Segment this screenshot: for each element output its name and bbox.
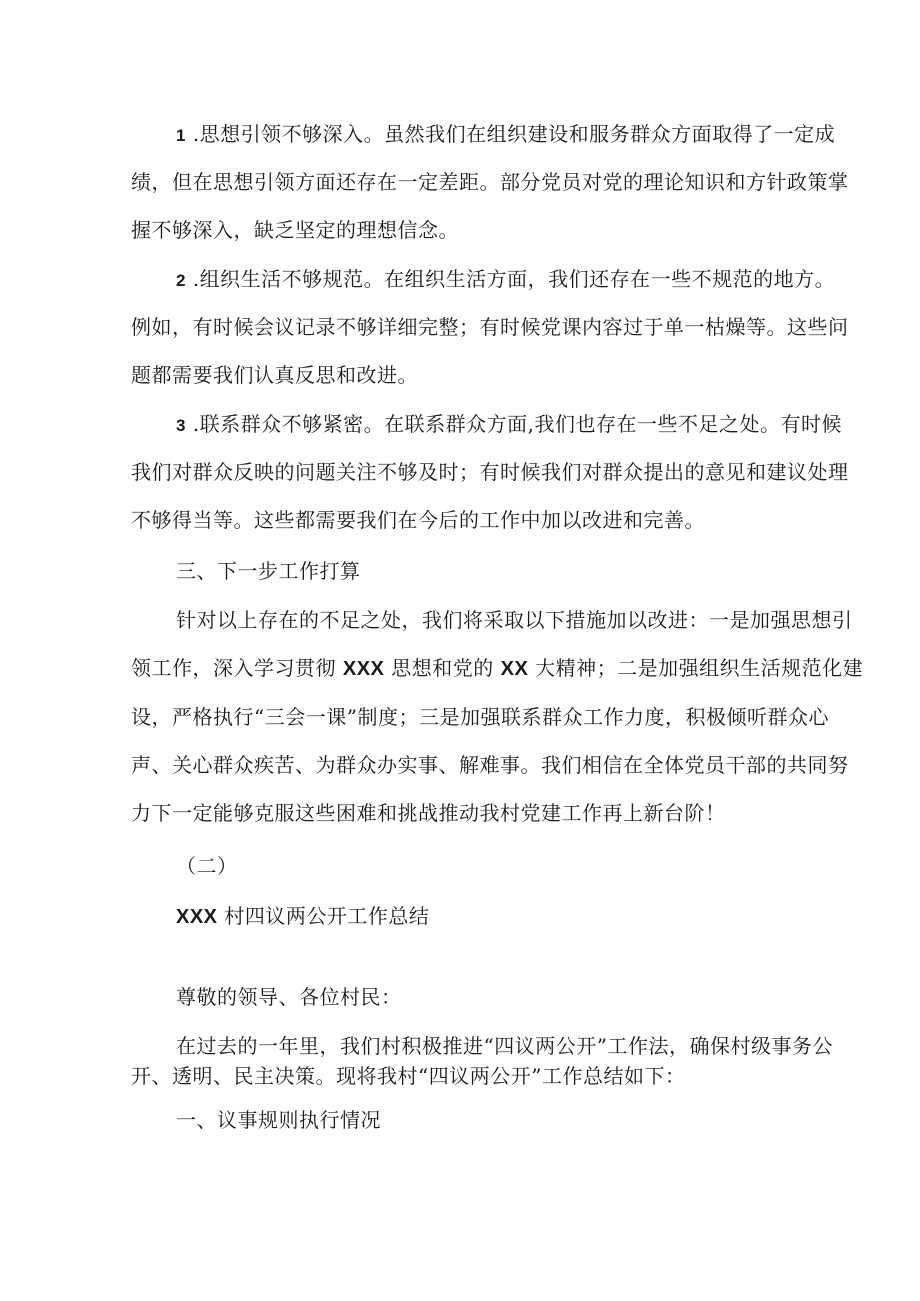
- paragraph-2-line-1: [176, 266, 835, 294]
- item-number: 2: [176, 271, 186, 290]
- part-label: （二）: [176, 854, 238, 878]
- paragraph-3-line-2: 我们对群众反映的问题关注不够及时；有时候我们对群众提出的意见和建议处理: [131, 460, 849, 484]
- paragraph-text: .组织生活不够规范。在组织生活方面，我们还存在一些不规范的地方。: [185, 267, 836, 291]
- paragraph-text: .思想引领不够深入。虽然我们在组织建设和服务群众方面取得了一定成: [185, 122, 836, 146]
- placeholder-text: XXX: [342, 658, 385, 680]
- placeholder-text: XX: [500, 658, 529, 680]
- item-number: 1: [176, 126, 186, 145]
- paragraph-3-line-3: 不够得当等。这些都需要我们在今后的工作中加以改进和完善。: [131, 508, 705, 532]
- text-segment: 领工作，深入学习贯彻: [131, 656, 343, 680]
- paragraph-4-line-2: [131, 655, 863, 682]
- paragraph-4-line-1: 针对以上存在的不足之处，我们将采取以下措施加以改进：一是加强思想引: [176, 608, 853, 632]
- paragraph-1-line-3: 握不够深入，缺乏坚定的理想信念。: [131, 218, 459, 242]
- paragraph-1-line-1: [176, 121, 835, 149]
- paragraph-4-line-4: 声、关心群众疾苦、为群众办实事、解难事。我们相信在全体党员干部的共同努: [131, 753, 849, 777]
- greeting: 尊敬的领导、各位村民：: [176, 985, 402, 1009]
- text-segment: 思想和党的: [384, 656, 501, 680]
- document-title: [176, 903, 429, 930]
- paragraph-3-line-1: [176, 411, 842, 439]
- paragraph-4-line-3: 设，严格执行“三会一课”制度；三是加强联系群众工作力度，积极倾听群众心: [131, 705, 829, 729]
- text-segment: 大精神；二是加强组织生活规范化建: [528, 656, 864, 680]
- title-text: 村四议两公开工作总结: [217, 904, 430, 928]
- paragraph-1-line-2: 绩，但在思想引领方面还存在一定差距。部分党员对党的理论知识和方针政策掌: [131, 170, 849, 194]
- section-heading-3: 三、下一步工作打算: [176, 559, 361, 583]
- placeholder-text: XXX: [176, 906, 218, 928]
- paragraph-2-line-2: 例如，有时候会议记录不够详细完整；有时候党课内容过于单一枯燥等。这些问: [131, 315, 849, 339]
- section-heading-1: 一、议事规则执行情况: [176, 1108, 381, 1132]
- paragraph-text: .联系群众不够紧密。在联系群众方面,我们也存在一些不足之处。有时候: [185, 412, 843, 436]
- paragraph-2-line-3: 题都需要我们认真反思和改进。: [131, 363, 418, 387]
- paragraph-5-line-2: 开、透明、民主决策。现将我村“四议两公开”工作总结如下：: [131, 1064, 686, 1088]
- paragraph-5-line-1: 在过去的一年里，我们村积极推进“四议两公开”工作法，确保村级事务公: [176, 1034, 833, 1058]
- paragraph-4-line-5: 力下一定能够克服这些困难和挑战推动我村党建工作再上新台阶！: [131, 801, 726, 825]
- item-number: 3: [176, 416, 186, 435]
